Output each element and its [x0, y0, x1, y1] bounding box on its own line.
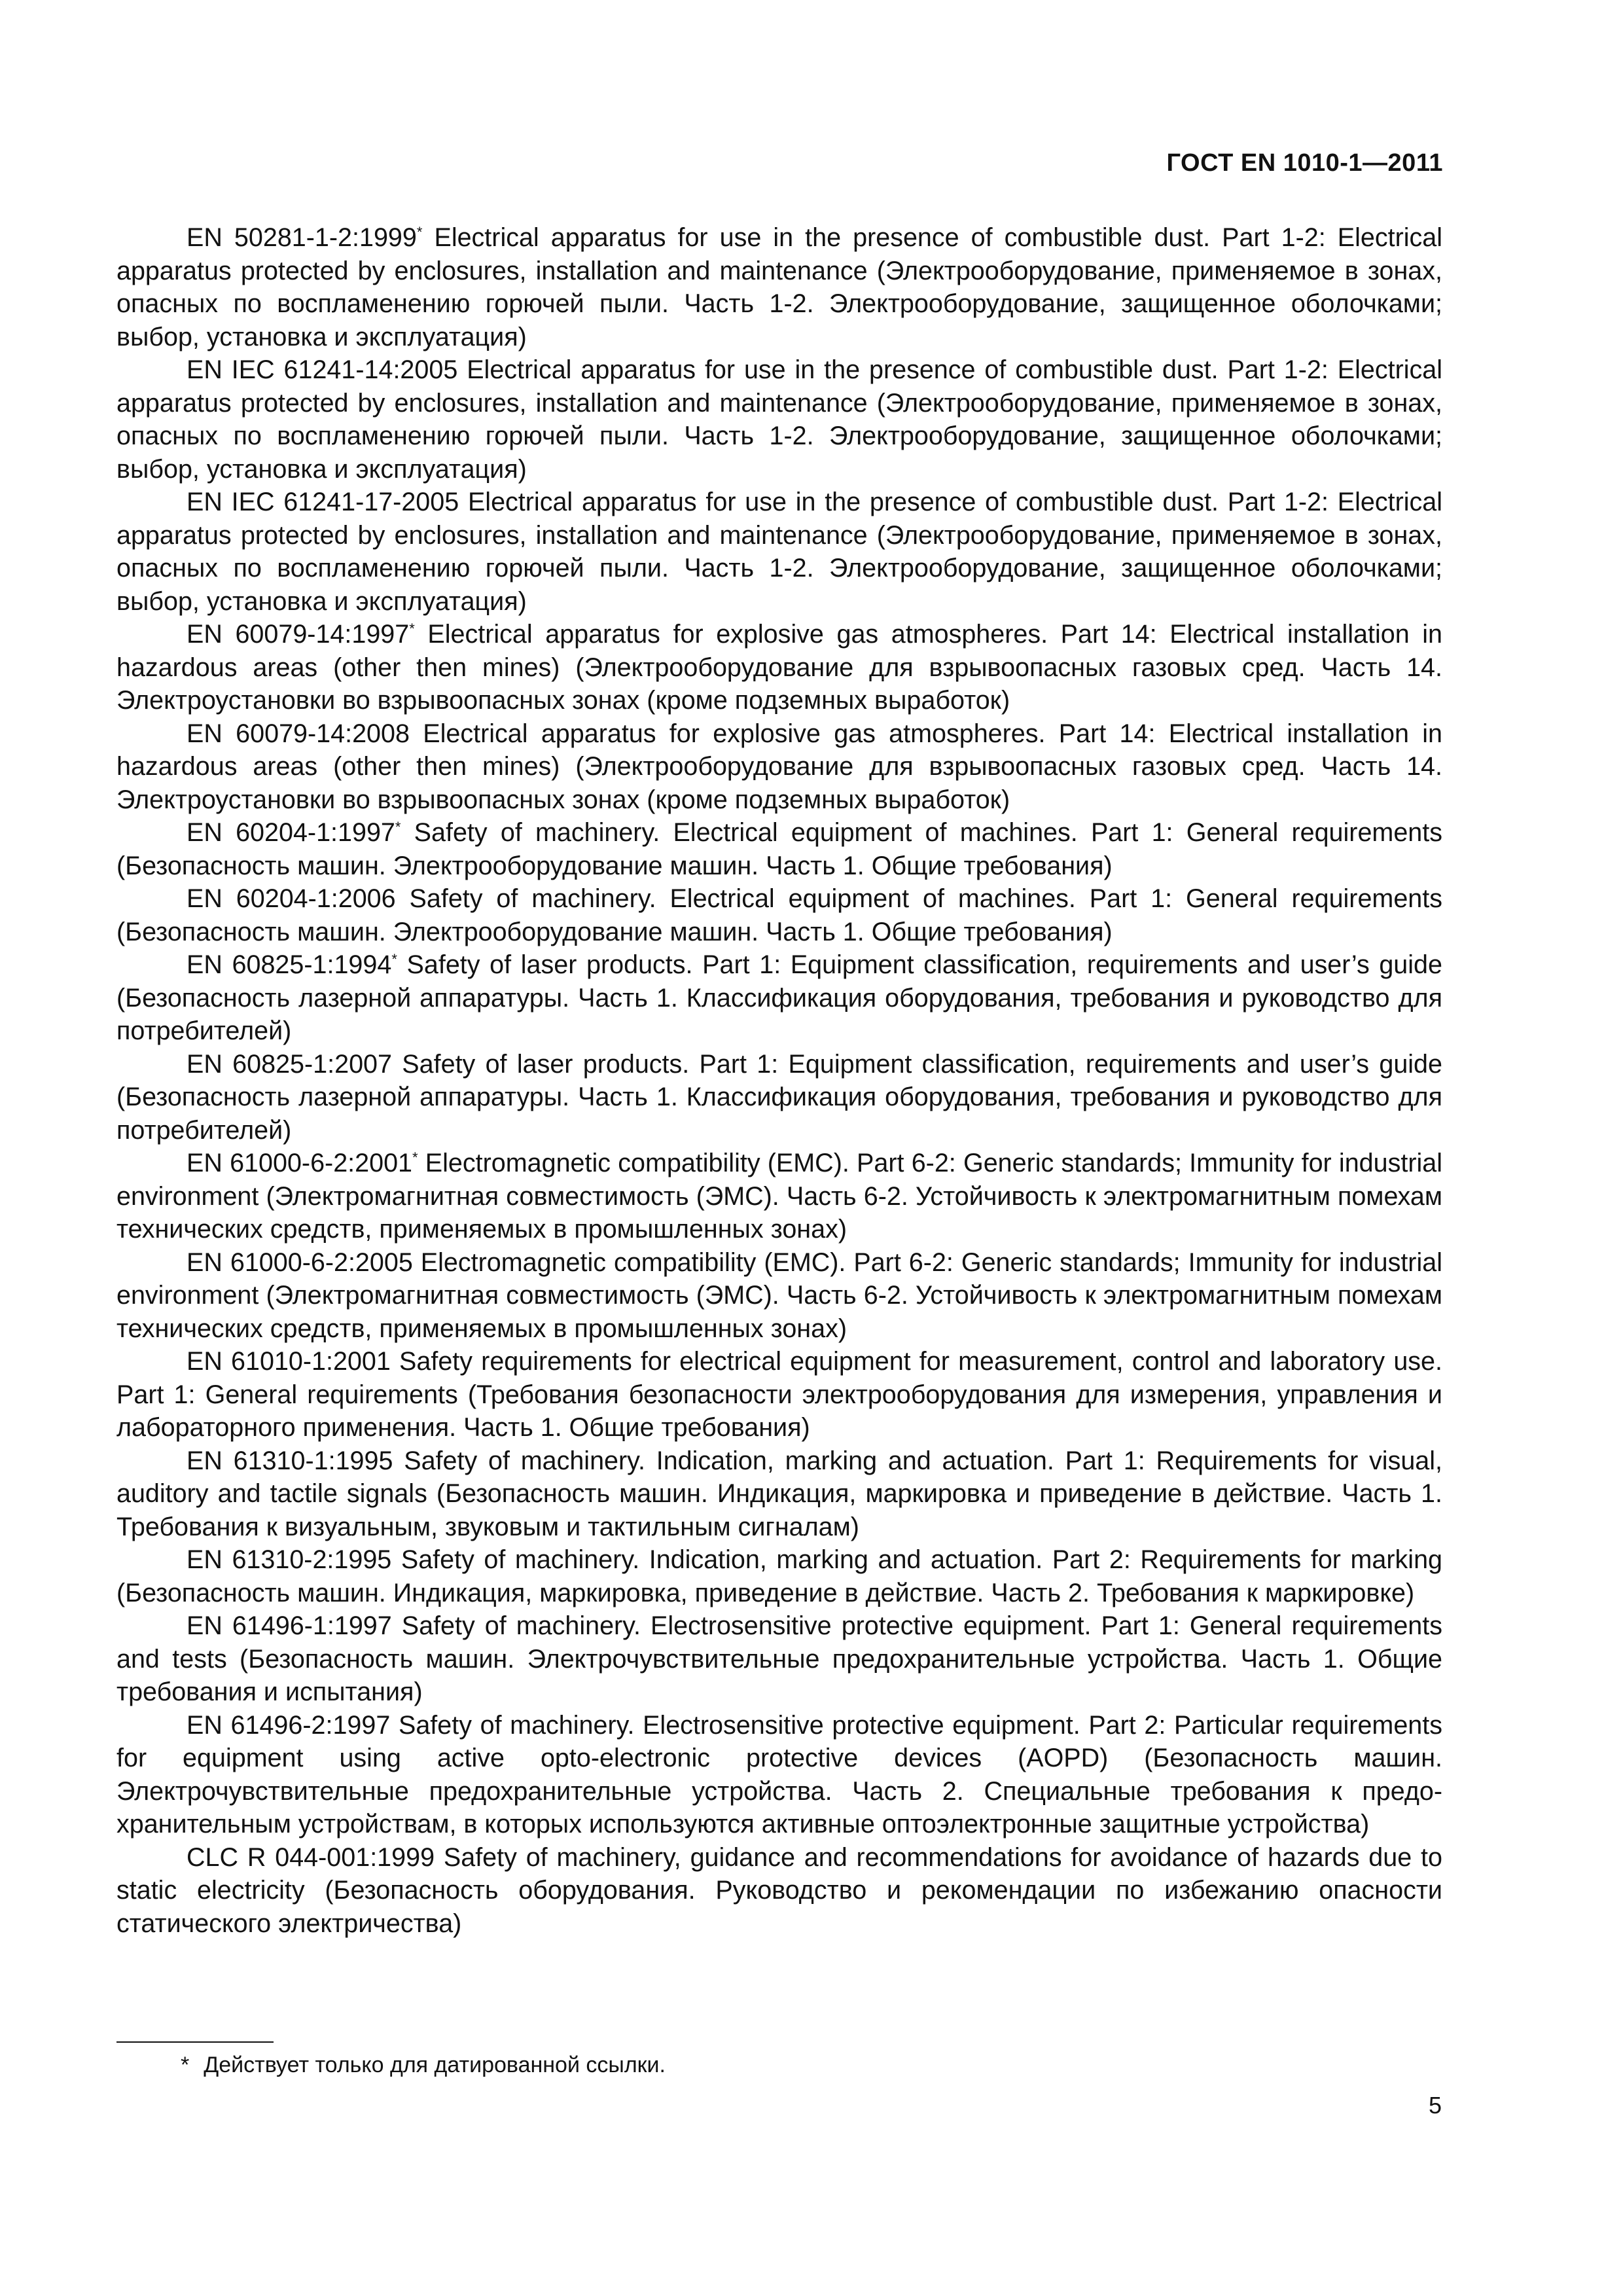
- reference-entry: [116, 1609, 1442, 1709]
- reference-code: CLC R 044-001:1999: [187, 1842, 435, 1872]
- reference-entry: [116, 1543, 1442, 1609]
- reference-code: EN 60204-1:2006: [187, 884, 396, 913]
- reference-code: EN IEC 61241-14:2005: [187, 355, 458, 384]
- reference-title: Safety of laser products. Part 1: Equipment classification, requirements and user’s guide (Безопасность лазерной аппаратуры. Часть 1. Классификация оборудования, требования и руководство для потребителей): [116, 950, 1442, 1045]
- reference-title: Electrical apparatus for explosive gas atmospheres. Part 14: Electrical installation in hazardous areas (other then mines) (Электрооборудование для взрывоопасных газовых сред. Часть 14. Электроустановки во взрывоопасных зонах (кроме подземных выработок): [116, 620, 1443, 715]
- reference-title: Safety of machinery. Electrosensitive protective equipment. Part 1: General requirements and tests (Безопасность машин. Электрочувствительные предохранительные устройства. Часть 1. Общие требования и испытания): [116, 1611, 1442, 1706]
- reference-code: EN 61496-2:1997: [187, 1710, 391, 1740]
- reference-title: Electromagnetic compatibility (EMC). Part 6-2: Generic standards; Immunity for industrial environment (Электромагнитная совместимость (ЭМС). Часть 6-2. Устойчивость к электромагнитным помехам технических средств, применяемых в промышленных зонах): [116, 1149, 1442, 1244]
- reference-code: EN 60204-1:1997: [187, 818, 395, 847]
- reference-title: Safety of machinery. Electrosensitive protective equipment. Part 2: Particular requirements for equipment using active opto-electronic protective devices (AOPD) (Безопасность машин. Электрочувствительные предохранительные устройства. Часть 2. Специальные требования к предохранительным устройствам, в которых используются активные оптоэлектронные защитные устройства): [116, 1710, 1442, 1839]
- reference-title: Electrical apparatus for explosive gas atmospheres. Part 14: Electrical installation in hazardous areas (other then mines) (Электрооборудование для взрывоопасных газовых сред. Часть 14. Электроустановки во взрывоопасных зонах (кроме подземных выработок): [116, 719, 1443, 814]
- reference-entry: [116, 1444, 1442, 1544]
- reference-entry: [116, 618, 1442, 717]
- reference-entry: [116, 221, 1442, 353]
- reference-entry: [116, 353, 1442, 486]
- reference-entry: [116, 882, 1442, 948]
- reference-code: EN 60825-1:1994: [187, 950, 392, 979]
- reference-entry: [116, 1709, 1442, 1841]
- reference-code: EN 50281-1-2:1999: [187, 223, 417, 252]
- reference-code: EN 60079-14:2008: [187, 719, 410, 748]
- reference-title: Electromagnetic compatibility (EMC). Part 6-2: Generic standards; Immunity for industrial environment (Электромагнитная совместимость (ЭМС). Часть 6-2. Устойчивость к электромагнитным помехам технических средств, применяемых в промышленных зонах): [116, 1247, 1442, 1343]
- reference-entry: [116, 1048, 1442, 1147]
- reference-entry: [116, 1345, 1442, 1444]
- reference-entry: [116, 1841, 1442, 1941]
- reference-code: EN 61000-6-2:2005: [187, 1247, 413, 1277]
- footnote: [181, 2051, 666, 2079]
- footnote-asterisk: *: [181, 2053, 190, 2077]
- footnote-mark: *: [412, 1149, 418, 1166]
- reference-code: EN 61010-1:2001: [187, 1347, 391, 1376]
- reference-title: Safety of machinery. Indication, marking and actuation. Part 2: Requirements for marking (Безопасность машин. Индикация, маркировка, приведение в действие. Часть 2. Требования к маркировке): [116, 1545, 1443, 1607]
- reference-title: Safety of laser products. Part 1: Equipment classification, requirements and user’s guide (Безопасность лазерной аппаратуры. Часть 1. Классификация оборудования, требования и руководство для потребителей): [116, 1049, 1442, 1145]
- reference-title: Electrical apparatus for use in the presence of combustible dust. Part 1-2: Electrical apparatus protected by enclosures, installation and maintenance (Электрооборудование, применяемое в зонах, опасных по воспламенению горючей пыли. Часть 1-2. Электрооборудование, защищенное оболочками; выбор, установка и эксплуатация): [116, 223, 1442, 351]
- footnote-text: Действует только для датированной ссылки.: [204, 2053, 666, 2077]
- reference-entry: [116, 486, 1442, 618]
- reference-code: EN 61000-6-2:2001: [187, 1149, 413, 1177]
- page-number: 5: [1428, 2092, 1442, 2119]
- reference-code: EN 60079-14:1997: [187, 620, 410, 649]
- footnote-mark: *: [395, 818, 401, 835]
- reference-code: EN 61310-2:1995: [187, 1545, 392, 1574]
- reference-title: Safety of machinery. Electrical equipment of machines. Part 1: General requirements (Безопасность машин. Электрооборудование машин. Часть 1. Общие требования): [116, 818, 1442, 880]
- reference-entry: [116, 948, 1442, 1048]
- reference-title: Safety of machinery. Indication, marking and actuation. Part 1: Requirements for visual, auditory and tactile signals (Безопасность машин. Индикация, маркировка и приведение в действие. Часть 1. Требования к визуальным, звуковым и тактильным сигналам): [116, 1446, 1443, 1541]
- reference-code: EN 61310-1:1995: [187, 1446, 393, 1475]
- reference-entry: [116, 1147, 1442, 1246]
- reference-title: Safety requirements for electrical equipment for measurement, control and laboratory use. Part 1: General requirements (Требования безопасности электрооборудования для измерения, управления и лабораторного применения. Часть 1. Общие требования): [116, 1347, 1442, 1442]
- references-list: [116, 221, 1442, 1940]
- reference-title: Safety of machinery. Electrical equipment of machines. Part 1: General requirements (Безопасность машин. Электрооборудование машин. Часть 1. Общие требования): [116, 884, 1442, 946]
- reference-code: EN IEC 61241-17-2005: [187, 488, 459, 516]
- reference-entry: [116, 717, 1442, 817]
- reference-entry: [116, 816, 1442, 882]
- reference-code: EN 61496-1:1997: [187, 1611, 392, 1640]
- reference-title: Electrical apparatus for use in the presence of combustible dust. Part 1-2: Electrical apparatus protected by enclosures, installation and maintenance (Электрооборудование, применяемое в зонах, опасных по воспламенению горючей пыли. Часть 1-2. Электрооборудование, защищенное оболочками; выбор, установка и эксплуатация): [116, 355, 1442, 484]
- footnote-mark: *: [409, 620, 415, 637]
- reference-title: Safety of machinery, guidance and recommendations for avoidance of hazards due to static electricity (Безопасность оборудования. Руководство и рекомендации по избежанию опасности статического электричества): [116, 1842, 1442, 1938]
- document-code-header: ГОСТ EN 1010-1—2011: [1166, 149, 1443, 177]
- footnote-divider: [116, 2041, 274, 2043]
- reference-code: EN 60825-1:2007: [187, 1049, 392, 1079]
- reference-title: Electrical apparatus for use in the presence of combustible dust. Part 1-2: Electrical apparatus protected by enclosures, installation and maintenance (Электрооборудование, применяемое в зонах, опасных по воспламенению горючей пыли. Часть 1-2. Электрооборудование, защищенное оболочками; выбор, установка и эксплуатация): [116, 488, 1442, 616]
- footnote-mark: *: [391, 950, 397, 967]
- footnote-mark: *: [416, 223, 423, 240]
- reference-entry: [116, 1246, 1442, 1346]
